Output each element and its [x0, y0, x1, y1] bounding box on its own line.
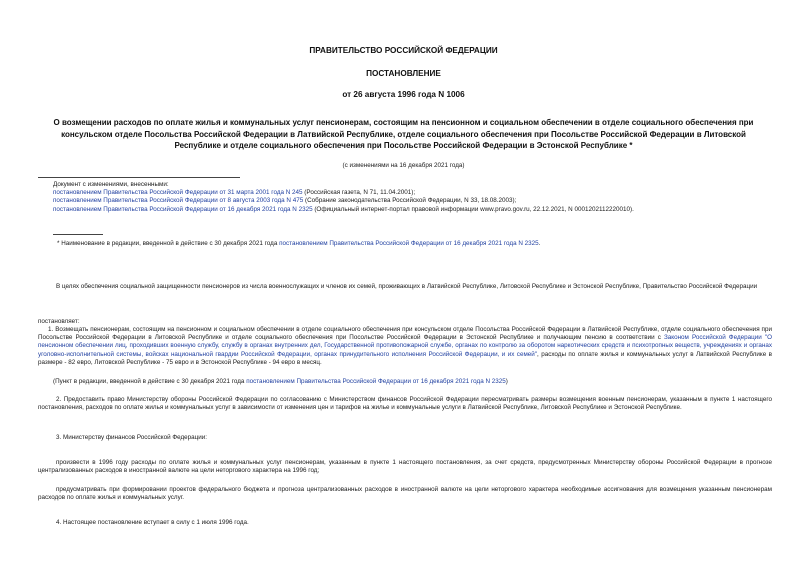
amendment-link[interactable]: постановлением Правительства Российской Федерации от 16 декабря 2021 года N 2325 — [53, 205, 313, 213]
organization-heading: ПРАВИТЕЛЬСТВО РОССИЙСКОЙ ФЕДЕРАЦИИ — [309, 46, 498, 55]
preamble: В целях обеспечения социальной защищенности пенсионеров из числа военнослужащих и членов их семей, проживающих в Латвийской Республике, Литовской Республике и Эстонской Республике, Правительство Российской Федерации — [56, 283, 758, 290]
paragraph-3-item-2: предусматривать при формировании проектов федерального бюджета и прогноза централизованных расходов в иностранной валюте на цели неторгового характера необходимые ассигнования для возмещения указанным пенсионерам расходов по оплате жилья и коммунальных услуг. — [38, 486, 772, 502]
paragraph-2: 2. Предоставить право Министерству обороны Российской Федерации по согласованию с Министерством финансов Российской Федерации пересматривать размеры возмещения военным пенсионерам, указанным в пункте 1 настоящего постановления, расходов по оплате жилья и коммунальных услуг в зависимости от изменения цен и тарифов на жилье и коммунальные услуги в Латвийской Республике, Литовской Республике и Эстонской Республике. — [38, 396, 772, 412]
amendments-block — [53, 181, 773, 214]
note-text: (Пункт в редакции, введенной в действие с 30 декабря 2021 года — [53, 378, 247, 385]
paragraph-4: 4. Настоящее постановление вступает в силу с 1 июля 1996 года. — [56, 519, 249, 526]
revision-note: (с изменениями на 16 декабря 2021 года) — [342, 162, 465, 169]
footnote-end: . — [538, 240, 541, 247]
decree-word: постановляет: — [38, 318, 80, 325]
document-title: О возмещении расходов по оплате жилья и коммунальных услуг пенсионерам, состоящим на пенсионном и социальном обеспечении в отделе социального обеспечения при консульском отделе Посольства Российской Федерации в Латвийской Республике, отделе социального обеспечения при Посольстве Российской Федерации в Литовской Республике и отделе социального обеспечения при Посольстве Российской Федерации в Эстонской Республике * — [53, 118, 754, 151]
footnote-link[interactable]: постановлением Правительства Российской Федерации от 16 декабря 2021 года N 2325 — [279, 240, 539, 247]
paragraph-1-text: 1. Возмещать пенсионерам, состоящим на пенсионном и социальном обеспечении в отделе социального обеспечения при консульском отделе Посольства Российской Федерации в Латвийской Республике, отделе социального обеспечения при Посольстве Российской Федерации в Литовской Республике и отделе социального обеспечения при Посольстве Российской Федерации в Эстонской Республике и получающим пенсию в соответствии с — [38, 326, 772, 342]
amendment-source: (Официальный интернет-портал правовой информации www.pravo.gov.ru, 22.12.2021, N 0001202112220010). — [312, 205, 634, 213]
pension-law-link[interactable]: Законом Российской Федерации "О пенсионном обеспечении лиц, проходивших военную службу, службу в органах внутренних дел, Государственной противопожарной службе, органах по контролю за оборотом наркотических средств и психотропных веществ, учреждениях и органах уголовно-исполнительной системы, войсках национальной гвардии Российской Федерации, органах принудительного исполнения Российской Федерации, и их семей" — [38, 334, 772, 358]
note-end: ) — [505, 378, 508, 385]
amendment-item — [53, 206, 773, 214]
amendments-intro: Документ с изменениями, внесенными: — [53, 181, 169, 188]
amendments-divider — [38, 177, 240, 178]
document-date-heading: от 26 августа 1996 года N 1006 — [342, 90, 465, 99]
amendment-item — [53, 197, 773, 205]
footnote-text: * Наименование в редакции, введенной в действие с 30 декабря 2021 года — [57, 240, 280, 247]
paragraph-1-text-end: , расходы по оплате жилья и коммунальных услуг в Латвийской Республике в размере - 82 евро, Литовской Республике - 75 евро и в Эстонской Республике - 94 евро в месяц. — [38, 350, 772, 366]
amendment-link[interactable]: постановлением Правительства Российской Федерации от 31 марта 2001 года N 245 — [53, 189, 303, 197]
document-type-heading: ПОСТАНОВЛЕНИЕ — [366, 69, 441, 78]
amendment-source: (Собрание законодательства Российской Федерации, N 33, 18.08.2003); — [303, 197, 517, 205]
amendment-source: (Российская газета, N 71, 11.04.2001); — [302, 189, 416, 197]
note-link[interactable]: постановлением Правительства Российской Федерации от 16 декабря 2021 года N 2325 — [246, 378, 506, 385]
paragraph-3-item-1: произвести в 1996 году расходы по оплате жилья и коммунальных услуг пенсионерам, указанным в пункте 1 настоящего постановления, за счет средств, предусмотренных Министерству обороны Российской Федерации в прогнозе централизованных расходов в иностранной валюте на цели неторгового характера на 1996 год; — [38, 459, 772, 475]
amendment-link[interactable]: постановлением Правительства Российской Федерации от 8 августа 2003 года N 475 — [53, 197, 304, 205]
paragraph-1 — [38, 326, 772, 367]
paragraph-1-note — [53, 378, 773, 386]
footnote-divider — [53, 234, 103, 235]
paragraph-3: 3. Министерству финансов Российской Федерации: — [56, 434, 208, 441]
footnote — [57, 240, 777, 248]
